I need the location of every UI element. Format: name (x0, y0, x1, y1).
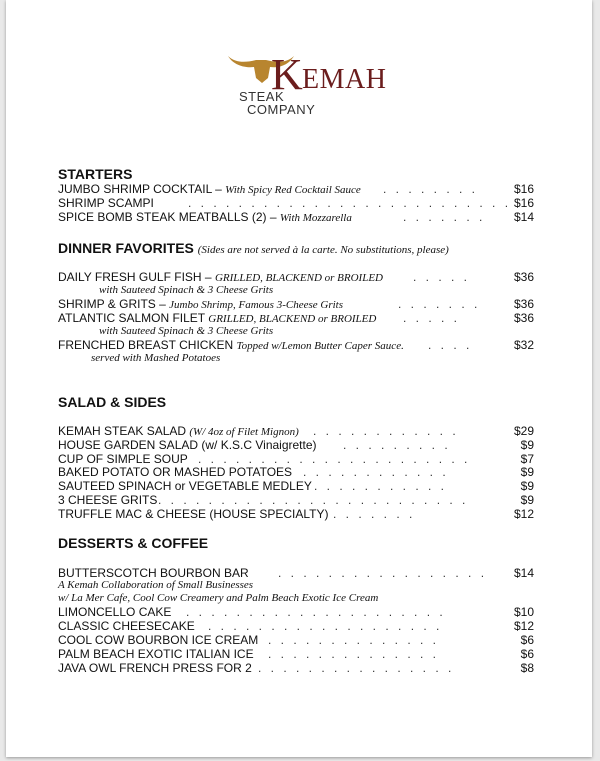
menu-item (58, 424, 534, 438)
logo-line-steak: STEAK (239, 89, 285, 104)
logo-line-company: COMPANY (247, 102, 316, 117)
item-price: $12 (513, 619, 534, 633)
menu-item (58, 465, 534, 479)
leader-dots: . . . . . . . . . . . . . . . . . . . . . . (198, 452, 471, 466)
item-price: $10 (513, 605, 534, 619)
leader-dots: . . . . . . . . . . . (314, 479, 448, 493)
menu-item (58, 619, 534, 633)
item-name: CLASSIC CHEESECAKE (58, 619, 195, 633)
item-name: BUTTERSCOTCH BOURBON BAR (58, 566, 249, 580)
menu-item (58, 605, 534, 619)
leader-dots: . . . . . . . . . . . . . . . . . . . . . . . . . . (188, 196, 512, 210)
leader-dots: . . . . . . . . . . . . . . . . . . . . . (186, 605, 446, 619)
leader-dots: . . . . . . . . . . . . . . . . . . . (208, 619, 443, 633)
menu-item (58, 210, 534, 224)
leader-dots: . . . . . (413, 270, 471, 284)
item-subtext: A Kemah Collaboration of Small Businesses (58, 579, 254, 591)
item-price: $29 (513, 424, 534, 438)
menu-item (58, 311, 534, 325)
leader-dots: . . . . . . . (398, 297, 481, 311)
item-description: Jumbo Shrimp, Famous 3-Cheese Grits (169, 299, 343, 311)
item-price: $14 (513, 566, 534, 580)
item-subtext: with Sauteed Spinach & 3 Cheese Grits (99, 284, 274, 296)
item-description: GRILLED, BLACKEND or BROILED (208, 313, 377, 325)
leader-dots: . . . . . . . . . . . . . . . . (258, 661, 455, 675)
item-price: $16 (513, 196, 534, 210)
menu-page (6, 0, 592, 757)
item-price: $12 (513, 507, 534, 521)
menu-item (58, 297, 534, 311)
item-name: DAILY FRESH GULF FISH – (58, 270, 215, 284)
item-subtext: served with Mashed Potatoes (91, 352, 221, 364)
item-name: LIMONCELLO CAKE (58, 605, 172, 619)
item-price: $14 (513, 210, 534, 224)
item-description: With Spicy Red Cocktail Sauce (225, 184, 361, 196)
item-name: ATLANTIC SALMON FILET (58, 311, 209, 325)
item-price: $9 (520, 493, 534, 507)
item-price: $32 (513, 338, 534, 352)
leader-dots: . . . . . . . . (383, 182, 479, 196)
menu-item (58, 633, 534, 647)
section-title-salad: SALAD & SIDES (58, 394, 167, 410)
item-name: SAUTEED SPINACH or VEGETABLE MEDLEY (58, 479, 312, 493)
leader-dots: . . . . . . . . . . . . . . (268, 647, 440, 661)
leader-dots: . . . . . . . . . . . . . . (268, 633, 440, 647)
item-price: $9 (520, 479, 534, 493)
item-name: PALM BEACH EXOTIC ITALIAN ICE (58, 647, 254, 661)
item-name: SHRIMP & GRITS – (58, 297, 170, 311)
item-name: COOL COW BOURBON ICE CREAM (58, 633, 259, 647)
item-name: FRENCHED BREAST CHICKEN (58, 338, 237, 352)
menu-item (58, 493, 534, 507)
item-description: Topped w/Lemon Butter Caper Sauce. (236, 340, 404, 352)
logo-name: EMAH (302, 64, 387, 95)
menu-item (58, 196, 534, 210)
item-price: $6 (520, 647, 534, 661)
item-price: $16 (513, 182, 534, 196)
item-price: $6 (520, 633, 534, 647)
menu-item (58, 479, 534, 493)
item-name: SHRIMP SCAMPI (58, 196, 154, 210)
item-name: CUP OF SIMPLE SOUP (58, 452, 188, 466)
item-price: $8 (520, 661, 534, 675)
leader-dots: . . . . . . . . . . . . (313, 424, 459, 438)
item-name: HOUSE GARDEN SALAD (w/ K.S.C Vinaigrette) (58, 438, 317, 452)
item-name: JAVA OWL FRENCH PRESS FOR 2 (58, 661, 252, 675)
menu-item (58, 438, 534, 452)
item-subtext: with Sauteed Spinach & 3 Cheese Grits (99, 325, 274, 337)
section-title-text: DINNER FAVORITES (58, 240, 194, 256)
leader-dots: . . . . . . . (403, 210, 486, 224)
item-subtext: w/ La Mer Cafe, Cool Cow Creamery and Palm Beach Exotic Ice Cream (58, 592, 379, 604)
item-name: KEMAH STEAK SALAD (58, 424, 190, 438)
item-price: $9 (520, 438, 534, 452)
item-price: $36 (513, 297, 534, 311)
section-note: (Sides are not served à la carte. No substitutions, please) (197, 244, 449, 256)
leader-dots: . . . . . . . . . (343, 438, 451, 452)
leader-dots: . . . . . . . (333, 507, 416, 521)
menu-item (58, 507, 534, 521)
item-name: SPICE BOMB STEAK MEATBALLS (2) – (58, 210, 280, 224)
item-price: $36 (513, 270, 534, 284)
section-title-dinner (58, 240, 449, 258)
item-price: $9 (520, 465, 534, 479)
item-name: TRUFFLE MAC & CHEESE (HOUSE SPECIALTY) (58, 507, 329, 521)
leader-dots: . . . . . . . . . . . . (303, 465, 449, 479)
menu-item (58, 661, 534, 675)
menu-item (58, 452, 534, 466)
leader-dots: . . . . . . . . . . . . . . . . . . . . . . . . . (158, 493, 469, 507)
menu-item (58, 566, 534, 580)
menu-item (58, 182, 534, 196)
menu-item (58, 338, 534, 352)
menu-item (58, 270, 534, 284)
kemah-logo (224, 50, 394, 118)
item-name: JUMBO SHRIMP COCKTAIL – (58, 182, 226, 196)
section-title-desserts: DESSERTS & COFFEE (58, 535, 209, 551)
menu-item (58, 647, 534, 661)
leader-dots: . . . . . . . . . . . . . . . . . (278, 566, 488, 580)
item-description: (W/ 4oz of Filet Mignon) (189, 426, 299, 438)
logo-initial: K (271, 50, 303, 99)
leader-dots: . . . . . (403, 311, 461, 325)
item-description: GRILLED, BLACKEND or BROILED (214, 272, 383, 284)
item-name: 3 CHEESE GRITS (58, 493, 158, 507)
item-name: BAKED POTATO OR MASHED POTATOES (58, 465, 293, 479)
item-description: With Mozzarella (279, 212, 352, 224)
section-title-starters: STARTERS (58, 166, 133, 182)
item-price: $36 (513, 311, 534, 325)
leader-dots: . . . . (428, 338, 473, 352)
item-price: $7 (520, 452, 534, 466)
